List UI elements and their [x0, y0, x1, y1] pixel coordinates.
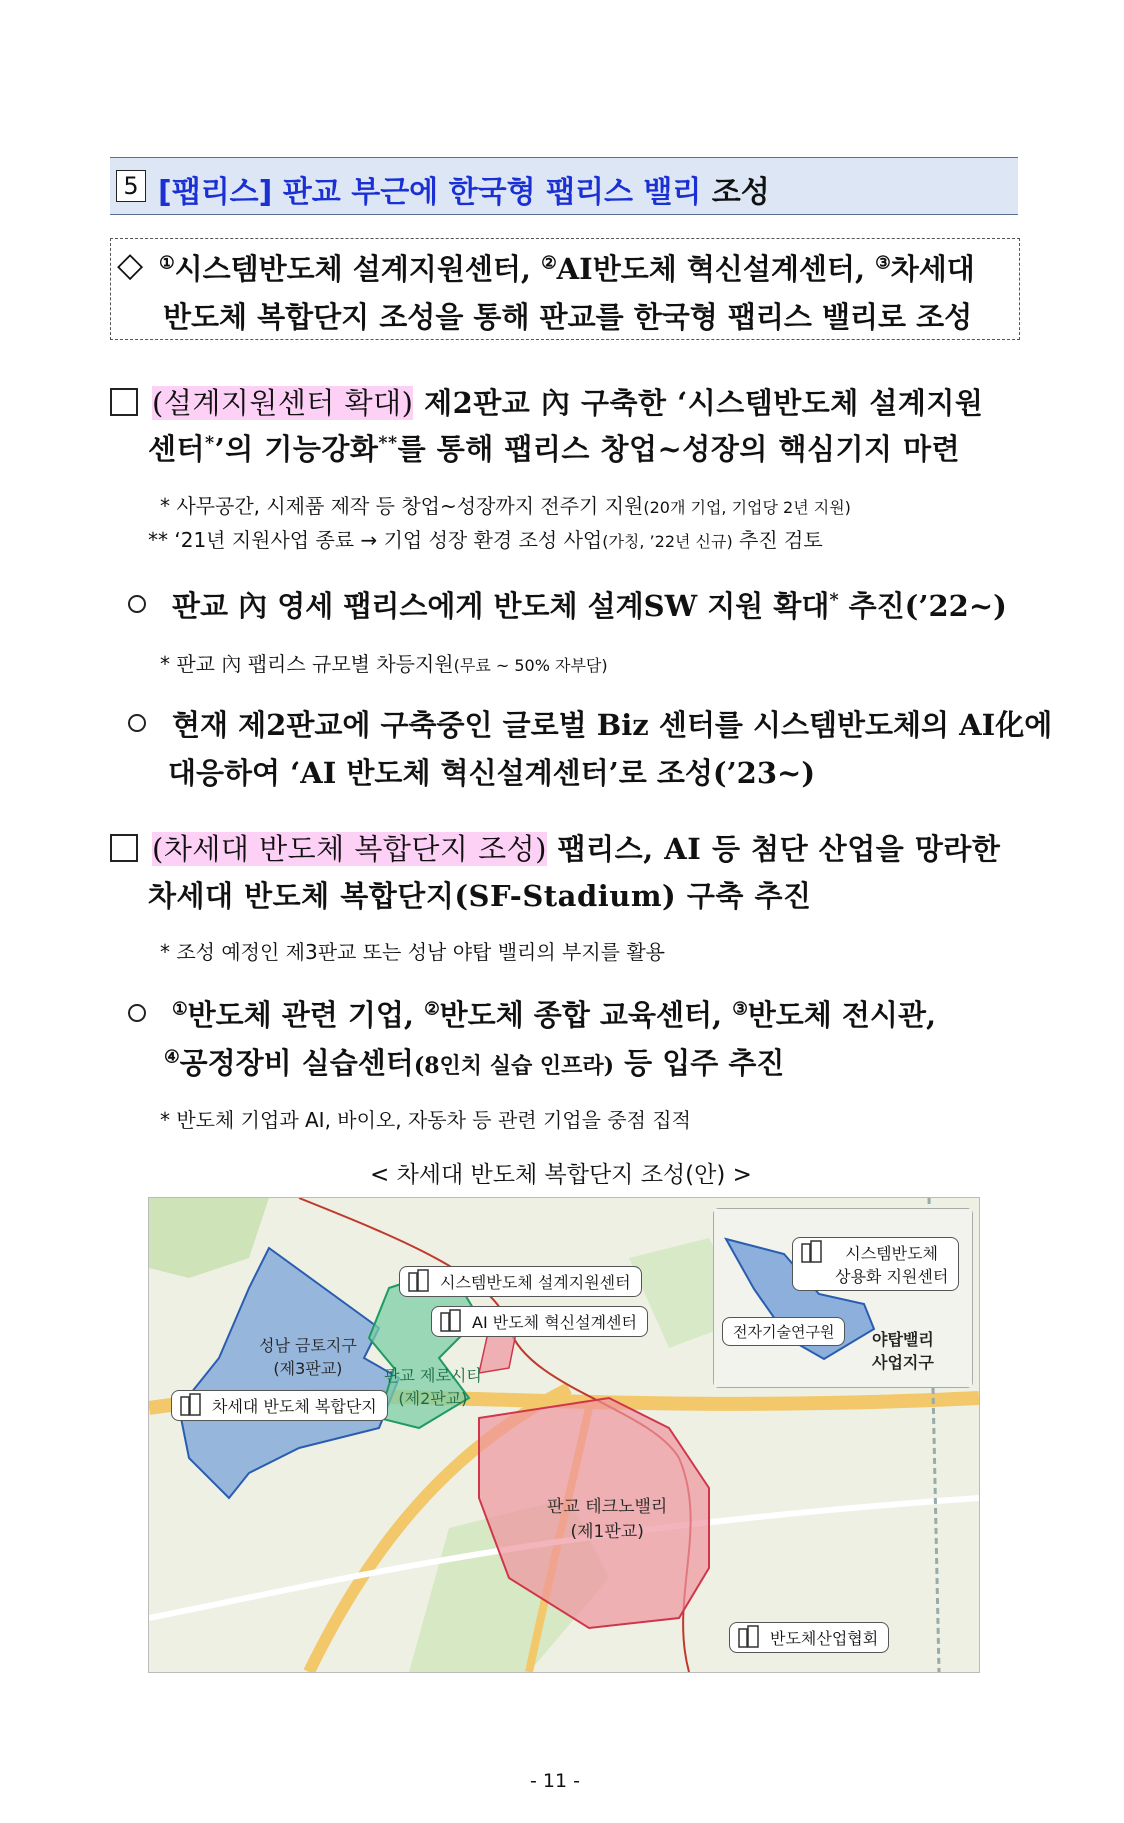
section-title: [팹리스] 판교 부근에 한국형 팹리스 밸리 조성: [158, 175, 770, 210]
item1-bullet-1-note: * 판교 內 팹리스 규모별 차등지원(무료 ~ 50% 자부담): [160, 652, 608, 676]
map-figure: [148, 1197, 980, 1673]
building-icon: [736, 1625, 762, 1649]
building-icon: [799, 1240, 825, 1264]
circle-bullet-icon: [128, 595, 146, 613]
building-icon: [178, 1393, 204, 1417]
tag-design-center: 시스템반도체 설계지원센터: [399, 1266, 642, 1297]
item1-bullet-2-line-2: 대응하여 ‘AI 반도체 혁신설계센터’로 조성(’23~): [168, 756, 816, 790]
item1-line-2: 센터*’의 기능강화**를 통해 팹리스 창업~성장의 핵심기지 마련: [148, 432, 961, 466]
item2-label: (차세대 반도체 복합단지 조성): [152, 832, 547, 866]
item1-line-1: (설계지원센터 확대) 제2판교 內 구축한 ‘시스템반도체 설계지원: [110, 381, 983, 422]
item1-note-1: * 사무공간, 시제품 제작 등 창업~성장까지 전주기 지원(20개 기업, 기업당 2년 지원): [160, 494, 851, 518]
checkbox-icon: [110, 834, 138, 862]
item2-bullet-line-2: ④공정장비 실습센터(8인치 실습 인프라) 등 입주 추진: [164, 1046, 785, 1080]
item2-line-1: (차세대 반도체 복합단지 조성) 팹리스, AI 등 첨단 산업을 망라한: [110, 827, 1000, 868]
circle-bullet-icon: [128, 1004, 146, 1022]
item1-bullet-2-line-1: 현재 제2판교에 구축중인 글로벌 Biz 센터를 시스템반도체의 AI化에: [128, 703, 1052, 744]
tag-etri: 전자기술연구원: [722, 1317, 845, 1346]
item2-bullet-note: * 반도체 기업과 AI, 바이오, 자동차 등 관련 기업을 중점 집적: [160, 1108, 691, 1132]
tag-complex: 차세대 반도체 복합단지: [171, 1390, 388, 1421]
item1-note-2: ** ‘21년 지원사업 종료 → 기업 성장 환경 조성 사업(가칭, ’22년 신규) 추진 검토: [148, 528, 823, 552]
area-techno-valley-label: 판교 테크노밸리 (제1판교): [547, 1497, 668, 1542]
section-header: [110, 157, 1018, 215]
building-icon: [438, 1309, 464, 1333]
diamond-icon: ◇: [117, 245, 144, 285]
item2-note: * 조성 예정인 제3판교 또는 성남 야탑 밸리의 부지를 활용: [160, 940, 665, 964]
figure-caption: < 차세대 반도체 복합단지 조성(안) >: [370, 1162, 752, 1188]
checkbox-icon: [110, 388, 138, 416]
building-icon: [406, 1269, 432, 1293]
summary-line-1: ①시스템반도체 설계지원센터, ②AI반도체 혁신설계센터, ③차세대: [159, 252, 975, 286]
inset-map: [713, 1208, 973, 1388]
summary-box: [110, 238, 1020, 340]
item2-bullet-line-1: ①반도체 관련 기업, ②반도체 종합 교육센터, ③반도체 전시관,: [128, 993, 936, 1034]
area-zero-city-label: 판교 제로시티 (제2판교): [384, 1366, 482, 1408]
area-geumto-label: 성남 금토지구 (제3판교): [259, 1336, 357, 1378]
item2-line-2: 차세대 반도체 복합단지(SF-Stadium) 구축 추진: [148, 879, 812, 913]
item1-bullet-1: 판교 內 영세 팹리스에게 반도체 설계SW 지원 확대* 추진(’22~): [128, 584, 1007, 625]
section-number: 5: [116, 170, 146, 202]
tag-assoc: 반도체산업협회: [729, 1622, 889, 1653]
summary-line-2: 반도체 복합단지 조성을 통해 판교를 한국형 팹리스 밸리로 조성: [163, 300, 973, 334]
tag-commercial-center: 시스템반도체 상용화 지원센터: [792, 1237, 959, 1291]
circle-bullet-icon: [128, 714, 146, 732]
area-yatap-label: 야탑밸리 사업지구: [872, 1330, 934, 1372]
tag-ai-center: AI 반도체 혁신설계센터: [431, 1306, 648, 1337]
page-number: - 11 -: [530, 1770, 580, 1792]
item1-label: (설계지원센터 확대): [152, 386, 414, 420]
